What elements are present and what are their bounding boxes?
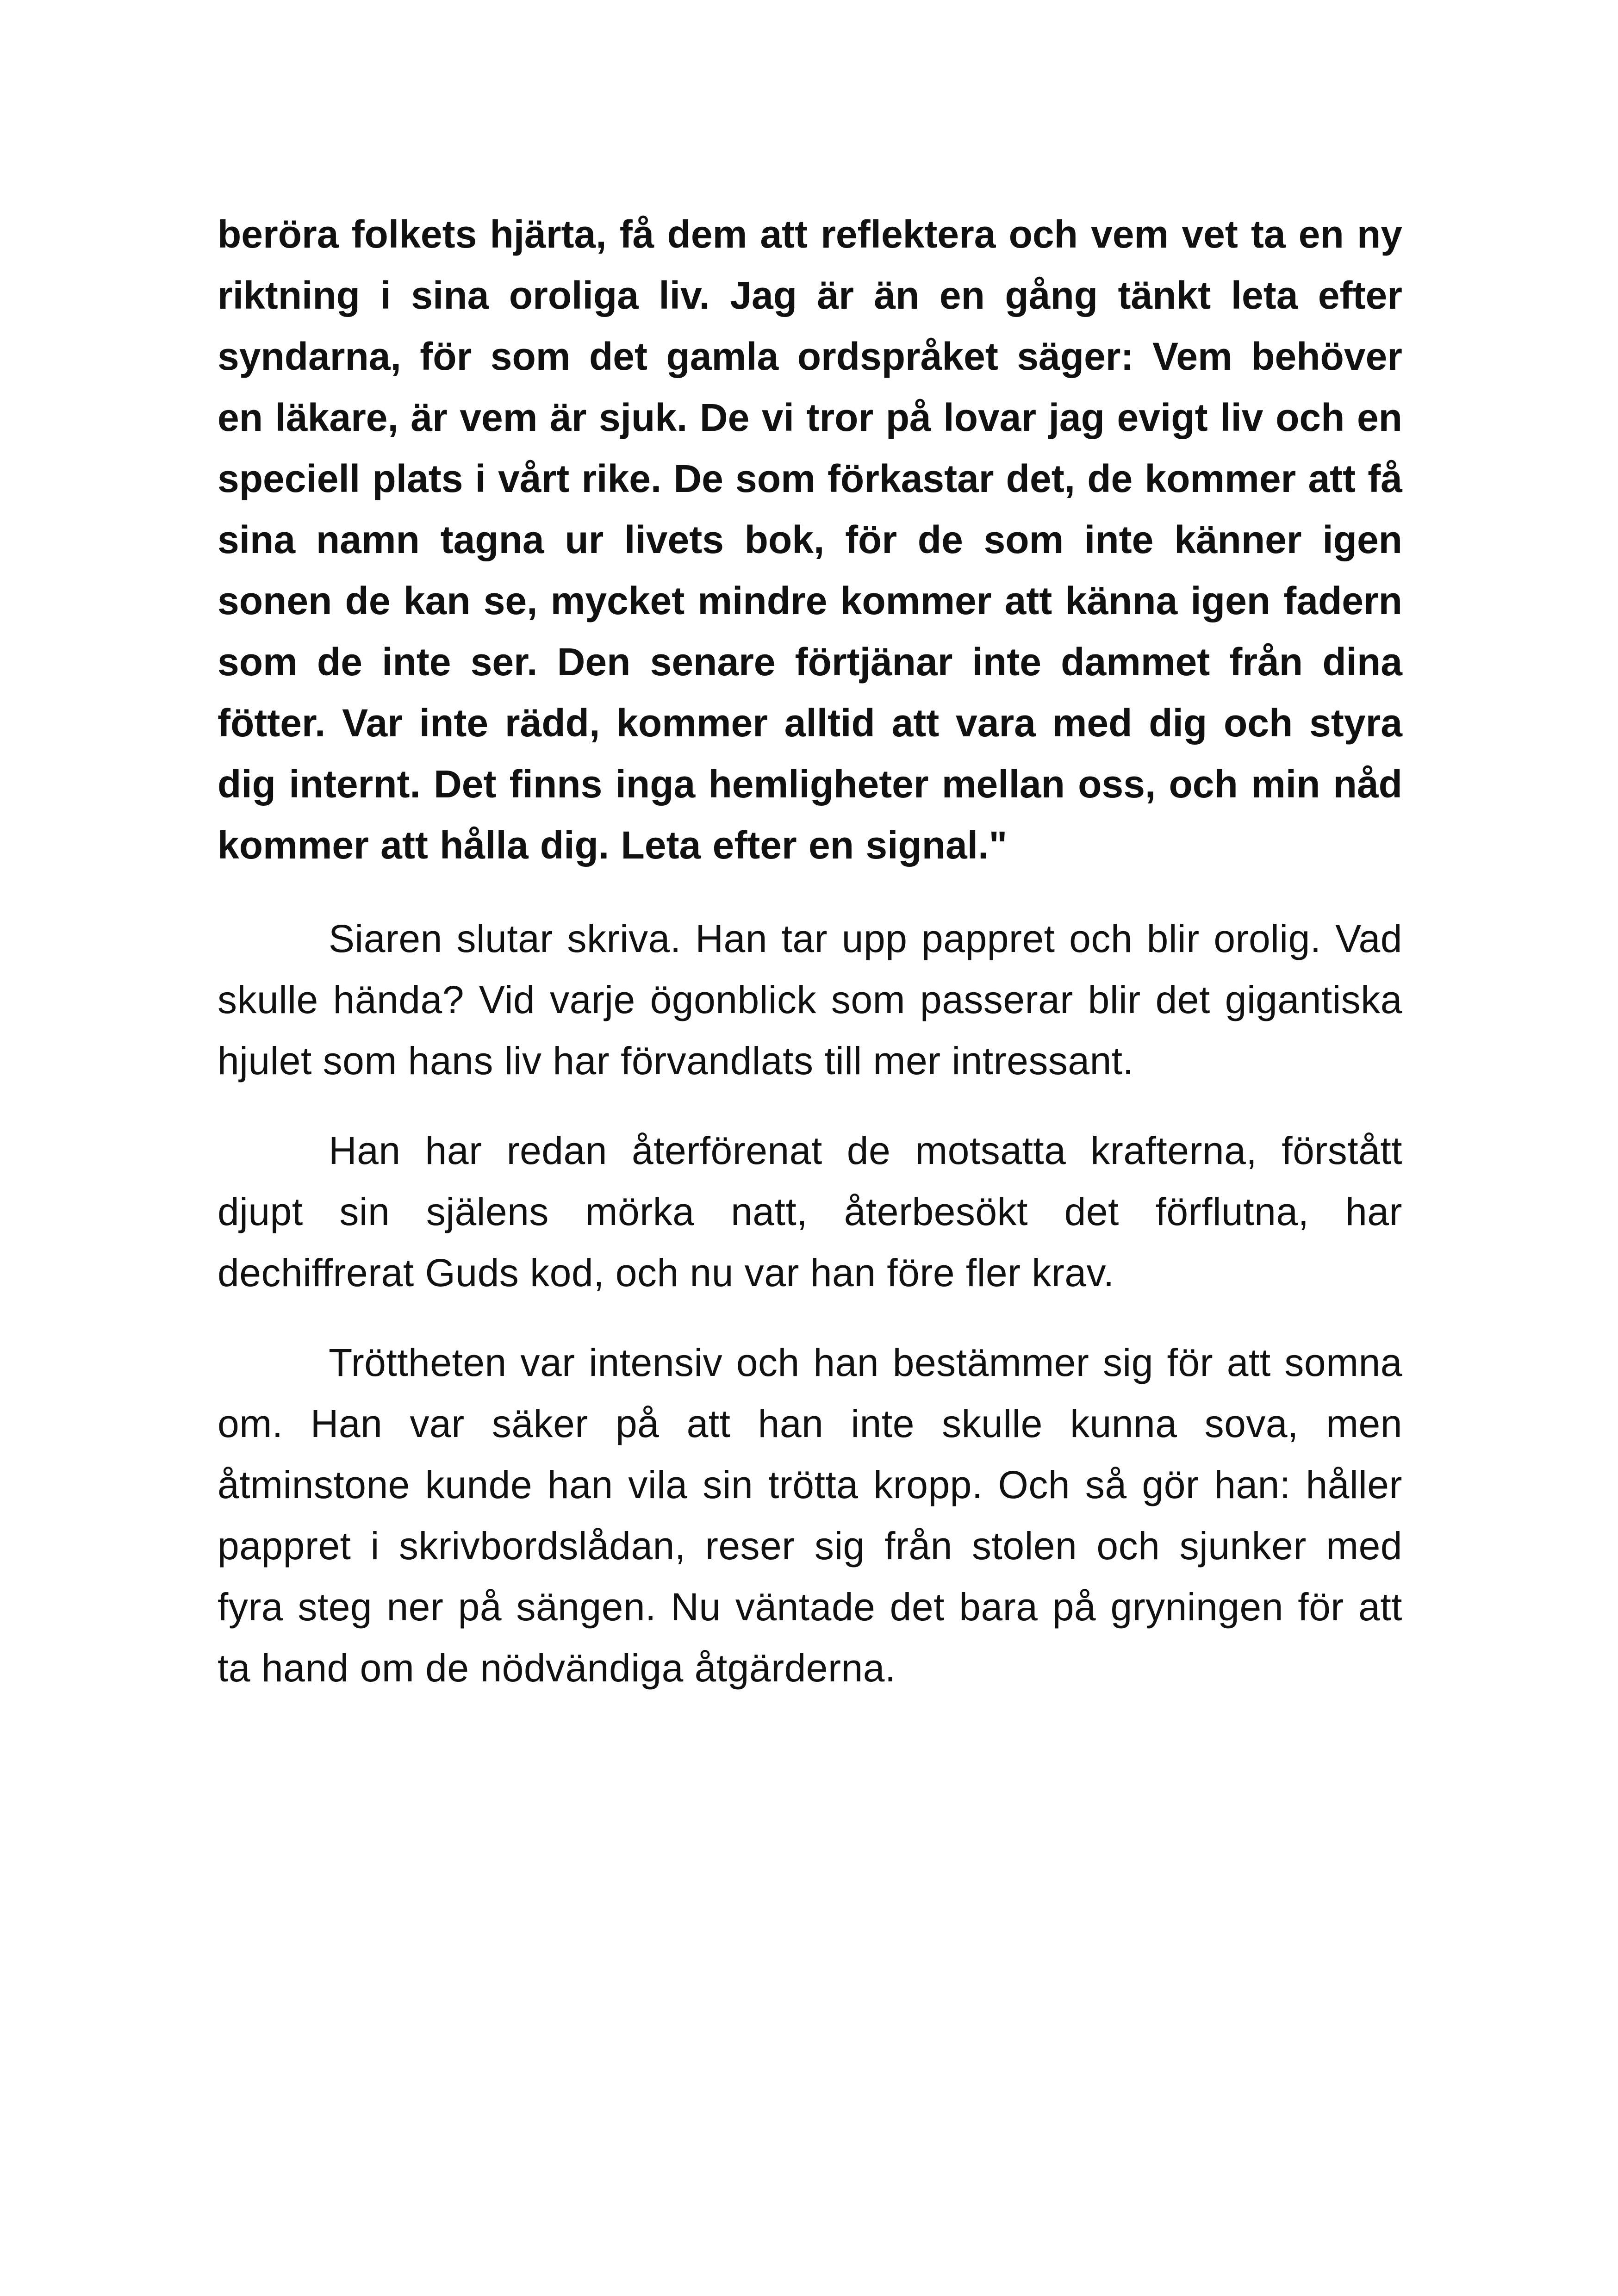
document-page <box>218 204 1402 1699</box>
body-paragraph-1: Siaren slutar skriva. Han tar upp pappret och blir orolig. Vad skulle hända? Vid varje ögonblick som passerar blir det gigantiska hjulet som hans liv har förvandlats till mer intressant. <box>218 917 1402 1083</box>
quoted-speech-paragraph: beröra folkets hjärta, få dem att reflektera och vem vet ta en ny riktning i sina oroliga liv. Jag är än en gång tänkt leta efter syndarna, för som det gamla ordspråket säger: Vem behöver en läkare, är vem är sjuk. De vi tror på lovar jag evigt liv och en speciell plats i vårt rike. De som förkastar det, de kommer att få sina namn tagna ur livets bok, för de som inte känner igen sonen de kan se, mycket mindre kommer att känna igen fadern som de inte ser. Den senare förtjänar inte dammet från dina fötter. Var inte rädd, kommer alltid att vara med dig och styra dig internt. Det finns inga hemligheter mellan oss, och min nåd kommer att hålla dig. Leta efter en signal." <box>218 212 1402 867</box>
body-paragraph-3: Tröttheten var intensiv och han bestämmer sig för att somna om. Han var säker på att han inte skulle kunna sova, men åtminstone kunde han vila sin trötta kropp. Och så gör han: håller pappret i skrivbordslådan, reser sig från stolen och sjunker med fyra steg ner på sängen. Nu väntade det bara på gryningen för att ta hand om de nödvändiga åtgärderna. <box>218 1341 1402 1690</box>
body-paragraph-2: Han har redan återförenat de motsatta krafterna, förstått djupt sin själens mörka natt, återbesökt det förflutna, har dechiffrerat Guds kod, och nu var han före fler krav. <box>218 1129 1402 1294</box>
